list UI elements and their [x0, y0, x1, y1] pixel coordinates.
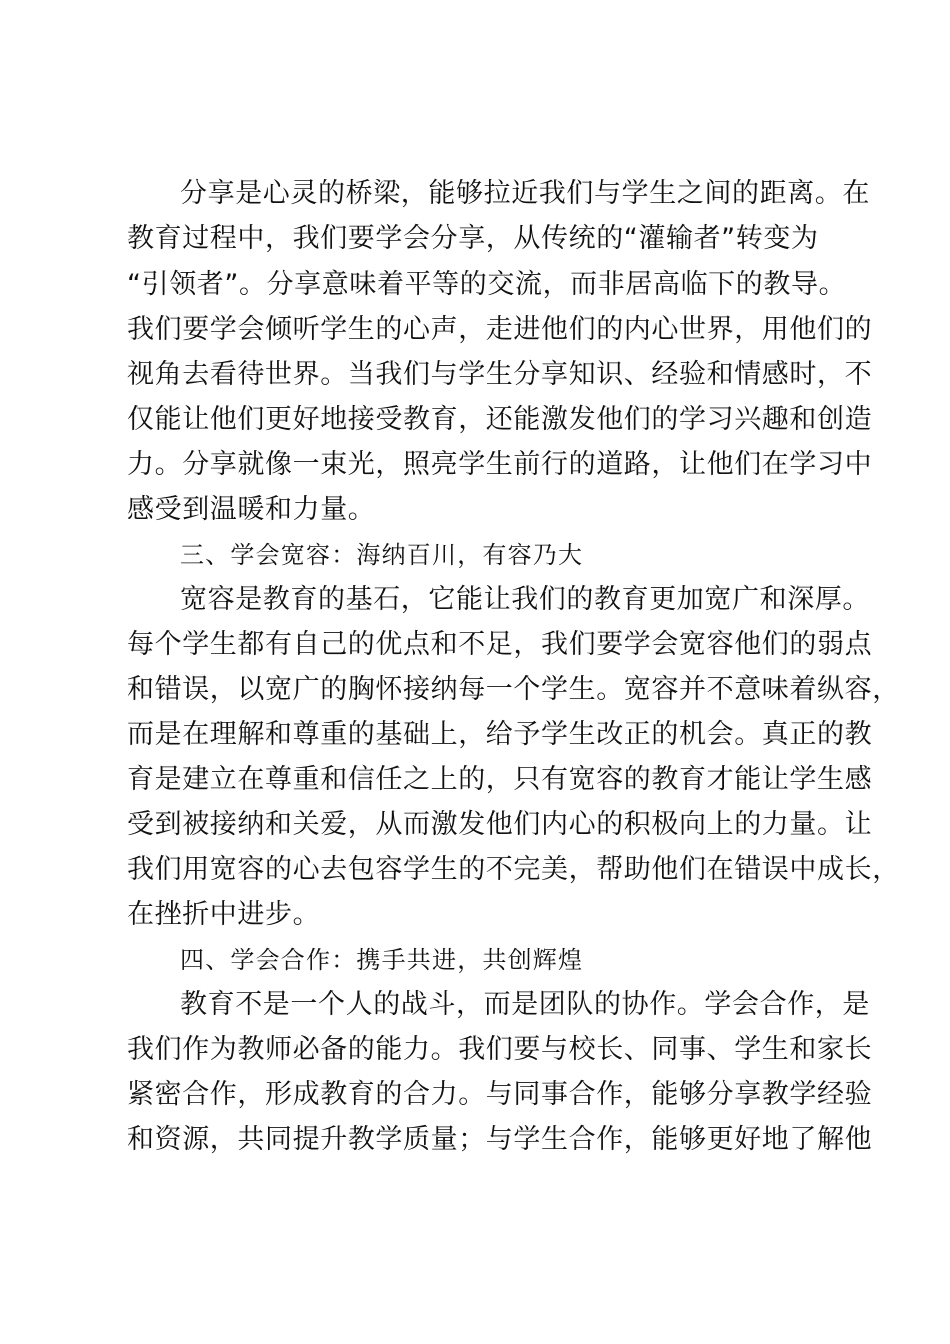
paragraph-line: 和资源，共同提升教学质量；与学生合作，能够更好地了解他: [127, 1124, 873, 1155]
paragraph-line: 育是建立在尊重和信任之上的，只有宽容的教育才能让学生感: [127, 764, 873, 795]
paragraph-line: 我们要学会倾听学生的心声，走进他们的内心世界，用他们的: [127, 314, 873, 345]
paragraph-line: 仅能让他们更好地接受教育，还能激发他们的学习兴趣和创造: [127, 404, 873, 435]
paragraph-line: 教育过程中，我们要学会分享，从传统的“灌输者”转变为: [127, 223, 819, 254]
paragraph-line: 我们用宽容的心去包容学生的不完美，帮助他们在错误中成长，: [127, 854, 900, 885]
paragraph-line: “引领者”。分享意味着平等的交流，而非居高临下的教导。: [127, 269, 847, 300]
section-heading: 三、学会宽容：海纳百川，有容乃大: [180, 541, 584, 569]
section-heading: 四、学会合作：携手共进，共创辉煌: [180, 946, 584, 974]
paragraph-line: 每个学生都有自己的优点和不足，我们要学会宽容他们的弱点: [127, 629, 873, 660]
paragraph-line: 宽容是教育的基石，它能让我们的教育更加宽广和深厚。: [180, 584, 870, 615]
paragraph-line: 感受到温暖和力量。: [127, 494, 376, 525]
paragraph-line: 和错误，以宽广的胸怀接纳每一个学生。宽容并不意味着纵容，: [127, 674, 900, 705]
paragraph-line: 分享是心灵的桥梁，能够拉近我们与学生之间的距离。在: [180, 178, 870, 209]
paragraph-line: 紧密合作，形成教育的合力。与同事合作，能够分享教学经验: [127, 1079, 873, 1110]
paragraph-line: 力。分享就像一束光，照亮学生前行的道路，让他们在学习中: [127, 449, 873, 480]
paragraph-line: 而是在理解和尊重的基础上，给予学生改正的机会。真正的教: [127, 719, 873, 750]
paragraph-line: 受到被接纳和关爱，从而激发他们内心的积极向上的力量。让: [127, 809, 873, 840]
paragraph-line: 我们作为教师必备的能力。我们要与校长、同事、学生和家长: [127, 1034, 873, 1065]
paragraph-line: 在挫折中进步。: [127, 899, 321, 930]
paragraph-line: 视角去看待世界。当我们与学生分享知识、经验和情感时，不: [127, 359, 873, 390]
paragraph-line: 教育不是一个人的战斗，而是团队的协作。学会合作，是: [180, 989, 870, 1020]
